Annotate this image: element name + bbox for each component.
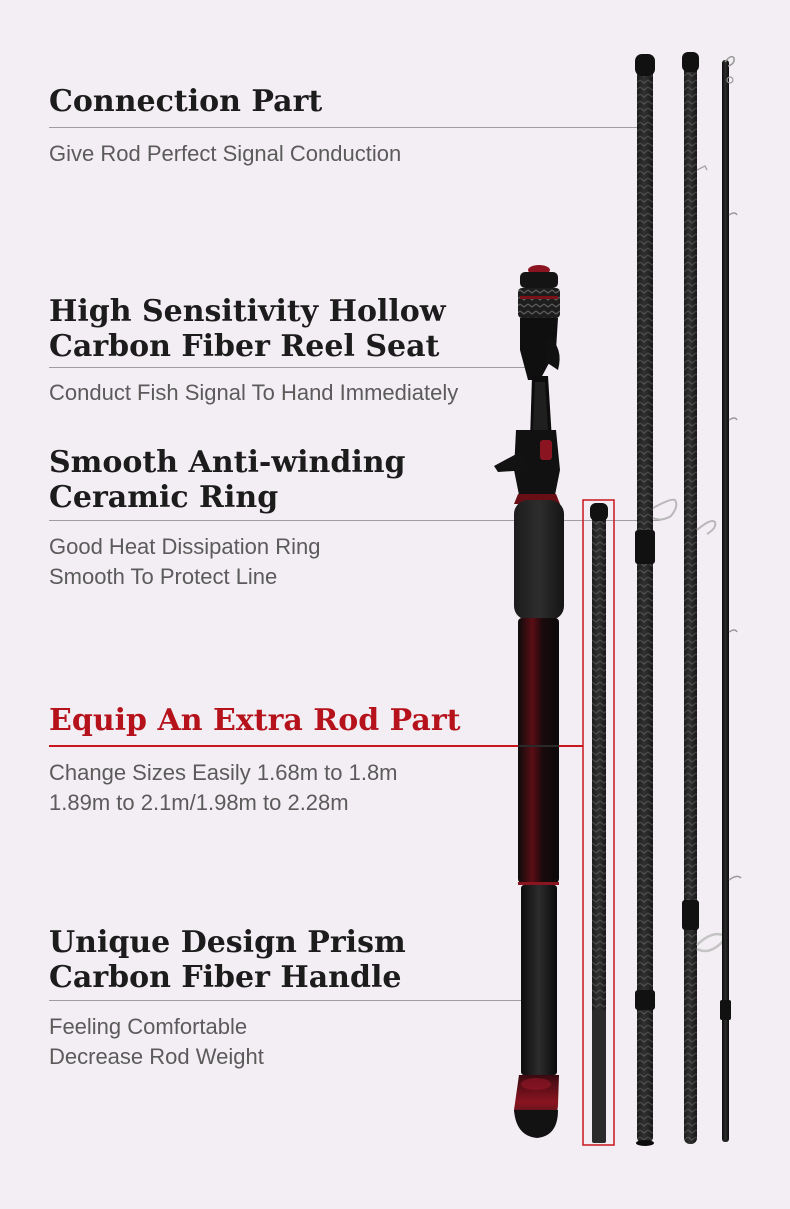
feature-title-connection: Connection Part <box>49 84 323 119</box>
feature-title-reel-seat: High Sensitivity Hollow Carbon Fiber Reel Seat <box>49 294 446 364</box>
rod-tip-section-1 <box>635 54 676 1146</box>
rod-handle-assembly <box>494 265 564 1138</box>
feature-desc-ceramic-ring: Good Heat Dissipation Ring Smooth To Protect Line <box>49 534 321 589</box>
feature-title-ceramic-ring: Smooth Anti-winding Ceramic Ring <box>49 445 406 515</box>
feature-desc-handle: Feeling Comfortable Decrease Rod Weight <box>49 1014 264 1069</box>
feature-desc-reel-seat: Conduct Fish Signal To Hand Immediately <box>49 380 459 405</box>
feature-title-extra-rod: Equip An Extra Rod Part <box>49 703 461 738</box>
extra-rod-part <box>583 500 614 1145</box>
feature-desc-connection: Give Rod Perfect Signal Conduction <box>49 141 402 166</box>
rod-tip-section-3 <box>720 57 741 1142</box>
feature-title-handle: Unique Design Prism Carbon Fiber Handle <box>49 925 406 995</box>
rod-tip-section-2 <box>682 52 724 1144</box>
feature-desc-extra-rod: Change Sizes Easily 1.68m to 1.8m 1.89m to 2.1m/1.98m to 2.28m <box>49 760 398 815</box>
